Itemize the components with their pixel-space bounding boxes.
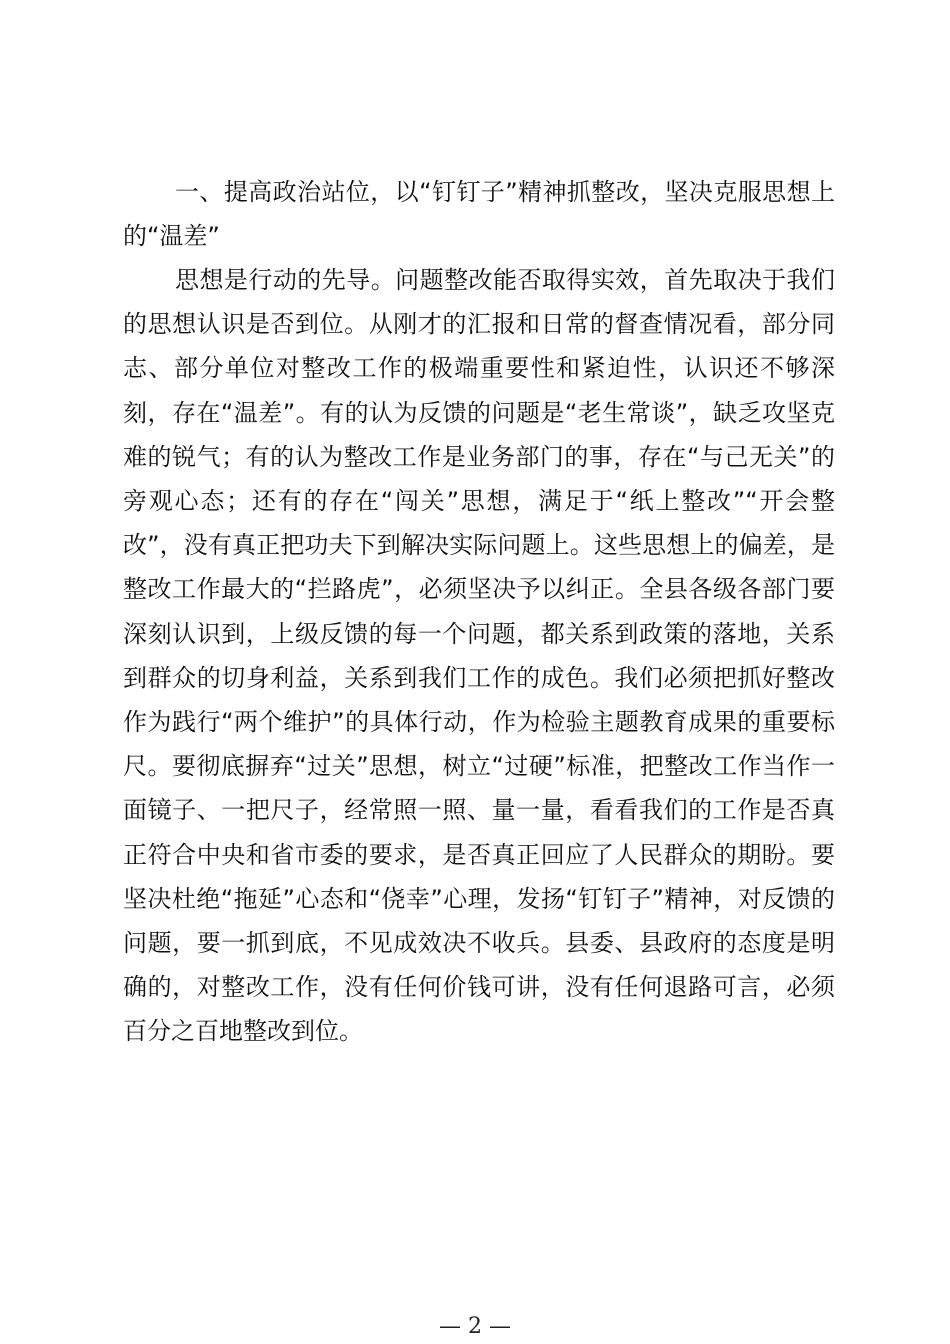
body-paragraph: 思想是行动的先导。问题整改能否取得实效，首先取决于我们的思想认识是否到位。从刚才的汇报和日常的督查情况看，部分同志、部分单位对整改工作的极端重要性和紧迫性，认识还不够深刻，存在“温差”。有的认为反馈的问题是“老生常谈”，缺乏攻坚克难的锐气；有的认为整改工作是业务部门的事，存在“与己无关”的旁观心态；还有的存在“闯关”思想，满足于“纸上整改”“开会整改”，没有真正把功夫下到解决实际问题上。这些思想上的偏差，是整改工作最大的“拦路虎”，必须坚决予以纠正。全县各级各部门要深刻认识到，上级反馈的每一个问题，都关系到政策的落地，关系到群众的切身利益，关系到我们工作的成色。我们必须把抓好整改作为践行“两个维护”的具体行动，作为检验主题教育成果的重要标尺。要彻底摒弃“过关”思想，树立“过硬”标准，把整改工作当作一面镜子、一把尺子，经常照一照、量一量，看看我们的工作是否真正符合中央和省市委的要求，是否真正回应了人民群众的期盼。要坚决杜绝“拖延”心态和“侥幸”心理，发扬“钉钉子”精神，对反馈的问题，要一抓到底，不见成效决不收兵。县委、县政府的态度是明确的，对整改工作，没有任何价钱可讲，没有任何退路可言，必须百分之百地整改到位。 [123, 266, 835, 1046]
page-number: — 2 — [439, 1314, 511, 1339]
section-heading: 一、提高政治站位，以“钉钉子”精神抓整改，坚决克服思想上的“温差” [123, 178, 835, 250]
document-content [123, 170, 835, 1054]
